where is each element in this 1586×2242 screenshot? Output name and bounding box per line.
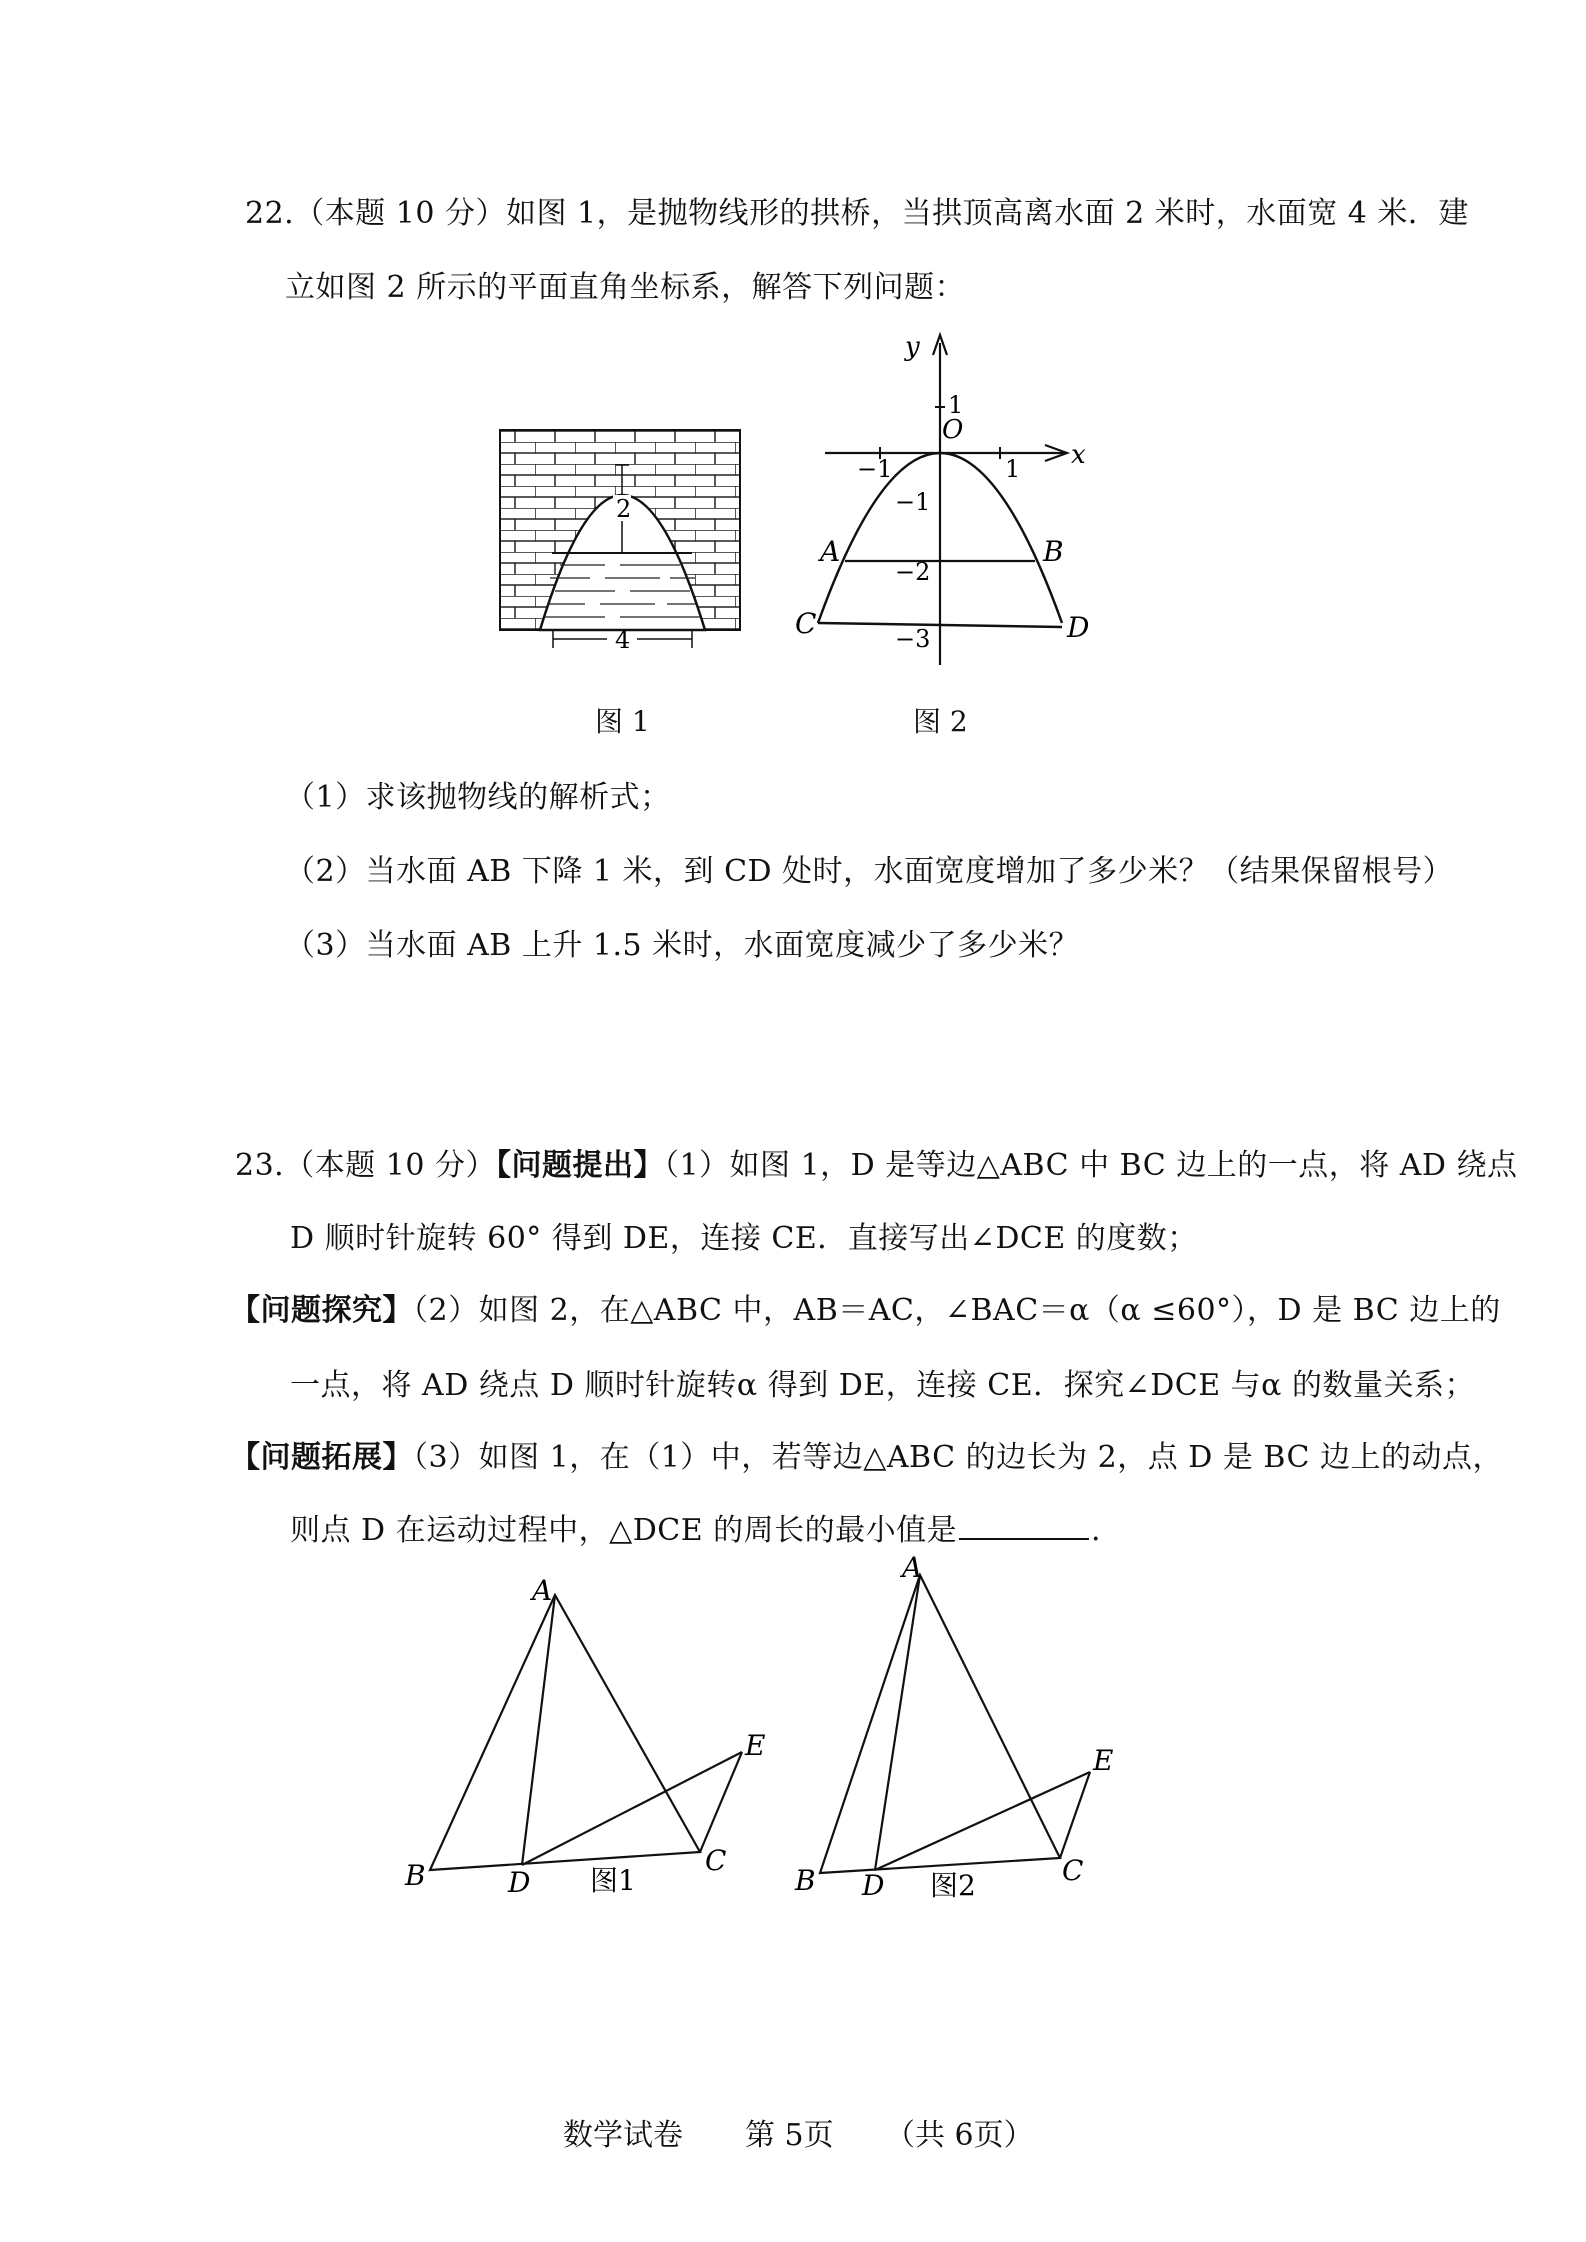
- footer-subject: 数学试卷: [563, 2118, 683, 2153]
- fig1-height-label: 2: [616, 495, 632, 523]
- q23-heading-explore: 【问题探究】: [230, 1293, 413, 1328]
- fig2-tick-y-neg2: −2: [895, 558, 931, 586]
- fig2-tick-x1: 1: [1005, 455, 1021, 483]
- q23-heading-problem: 【问题提出】: [495, 1148, 664, 1183]
- fig2-tick-y-neg1: −1: [895, 488, 931, 516]
- q23-fig2-point-e: E: [1093, 1744, 1114, 1777]
- fig2-point-b: B: [1043, 535, 1064, 568]
- q23-fig1-point-c: C: [705, 1844, 727, 1877]
- q23-line-4: 一点，将 AD 绕点 D 顺时针旋转α 得到 DE，连接 CE．探究∠DCE 与α 的数量关系；: [290, 1368, 1475, 1403]
- q23-fig2-point-b: B: [795, 1864, 816, 1897]
- q22-line-1: 22.（本题 10 分）如图 1，是抛物线形的拱桥，当拱顶高离水面 2 米时，水面宽 4 米．建: [245, 196, 1469, 231]
- q23-fig1-point-a: A: [532, 1574, 553, 1607]
- fig1-width-label: 4: [615, 626, 631, 654]
- q23-line-3: 【问题探究】（2）如图 2，在△ABC 中，AB＝AC，∠BAC＝α（α ≤60°），D 是 BC 边上的: [230, 1293, 1501, 1328]
- q22-sub-3: （3）当水面 AB 上升 1.5 米时，水面宽度减少了多少米？: [285, 928, 1080, 963]
- q22-sub-2: （2）当水面 AB 下降 1 米，到 CD 处时，水面宽度增加了多少米？（结果保留根号）: [285, 854, 1454, 889]
- q22-figure-1: [495, 420, 745, 654]
- q22-figure-2: [795, 325, 1125, 670]
- q23-line-5: 【问题拓展】（3）如图 1，在（1）中，若等边△ABC 的边长为 2，点 D 是 BC 边上的动点，: [230, 1440, 1504, 1475]
- q23-line-6: 则点 D 在运动过程中，△DCE 的周长的最小值是 ．: [290, 1513, 1122, 1548]
- footer-total-pages: （共 6页）: [885, 2118, 1034, 2153]
- q23-fig2-point-a: A: [902, 1551, 923, 1584]
- fig2-point-a: A: [820, 535, 841, 568]
- q23-fig2-point-d: D: [862, 1869, 885, 1902]
- fig2-point-d: D: [1067, 611, 1090, 644]
- q23-fig2-caption: 图2: [930, 1869, 976, 1902]
- q23-fig1-caption: 图1: [590, 1864, 636, 1897]
- footer-page-number: 第 5页: [745, 2118, 834, 2153]
- fig2-tick-x-neg1: −1: [857, 455, 893, 483]
- q23-figure-1: [400, 1574, 766, 1900]
- fig2-tick-y-neg3: −3: [895, 625, 931, 653]
- q23-fig2-point-c: C: [1062, 1854, 1084, 1887]
- q23-line-2: D 顺时针旋转 60° 得到 DE，连接 CE．直接写出∠DCE 的度数；: [290, 1221, 1198, 1256]
- fig2-tick-y1: 1: [948, 391, 964, 419]
- fig2-origin-label: O: [942, 415, 964, 445]
- q22-line-2: 立如图 2 所示的平面直角坐标系，解答下列问题：: [285, 270, 966, 305]
- fig2-x-label: x: [1071, 440, 1086, 470]
- fig2-y-label: y: [905, 332, 920, 362]
- q23-fig1-point-b: B: [405, 1859, 426, 1892]
- q22-fig2-caption: 图 2: [913, 705, 968, 738]
- q23-fig1-point-e: E: [745, 1729, 766, 1762]
- fig2-point-c: C: [795, 607, 817, 640]
- q23-heading-extend: 【问题拓展】: [230, 1440, 413, 1475]
- answer-blank: [959, 1512, 1089, 1540]
- q22-fig1-caption: 图 1: [595, 705, 650, 738]
- q23-line-1: 23.（本题 10 分）【问题提出】（1）如图 1，D 是等边△ABC 中 BC 边上的一点，将 AD 绕点: [235, 1148, 1518, 1183]
- q22-sub-1: （1）求该抛物线的解析式；: [285, 780, 671, 815]
- q23-fig1-point-d: D: [508, 1866, 531, 1899]
- q23-figure-2: [790, 1551, 1130, 1902]
